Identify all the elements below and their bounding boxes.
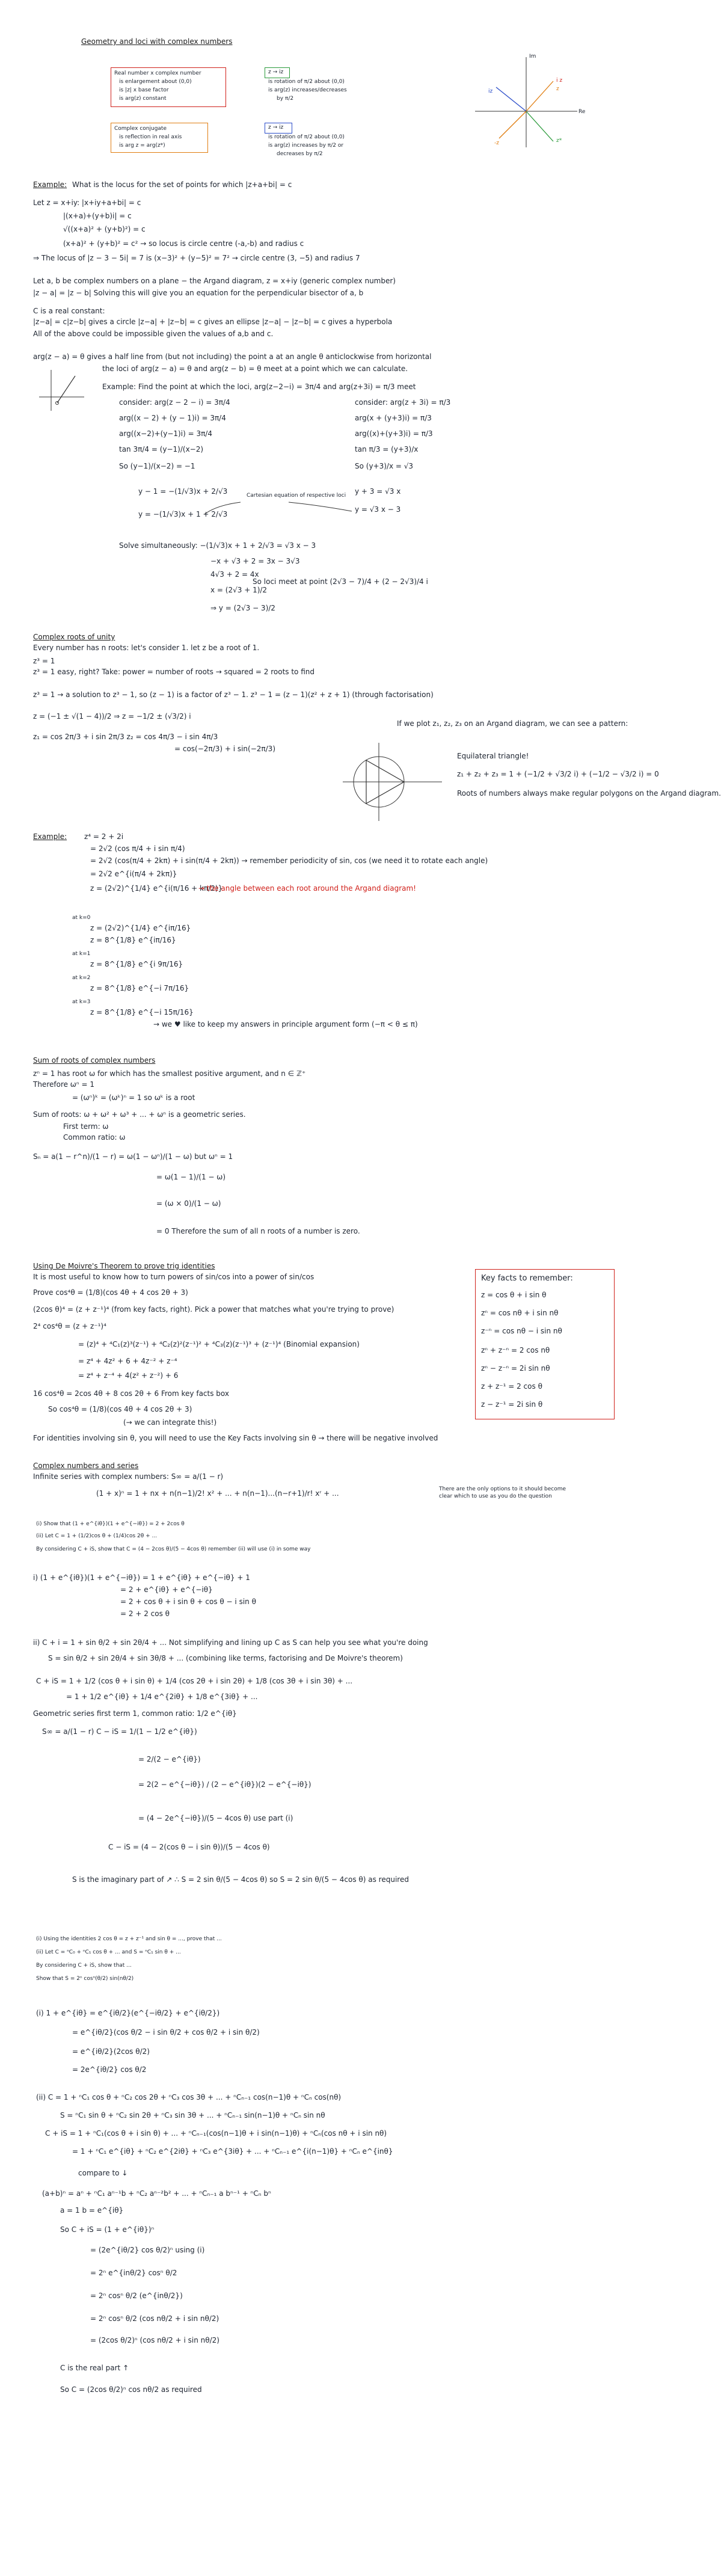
roots-line: If we plot z₁, z₂, z₃ on an Argand diagram, we can see a pattern:	[397, 719, 628, 728]
series-line: = 1 + 1/2 e^{iθ} + 1/4 e^{2iθ} + 1/8 e^{3iθ} + ...	[66, 1692, 258, 1701]
fourth-root-line: = 2√2 e^{i(π/4 + 2kπ)}	[90, 870, 177, 878]
series-title: Complex numbers and series	[33, 1462, 139, 1470]
label-iz: i z	[556, 78, 563, 84]
key-fact: zⁿ = cos nθ + i sin nθ	[481, 1309, 559, 1317]
series-line: C + iS = 1 + 1/2 (cos θ + i sin θ) + 1/4 (cos 2θ + i sin 2θ) + 1/8 (cos 3θ + i sin 3θ) + ...	[36, 1677, 353, 1685]
arg-right-line: arg(x + (y+3)i) = π/3	[355, 414, 432, 422]
binomial-line: = 2ⁿ cosⁿ θ/2 (cos nθ/2 + i sin nθ/2)	[90, 2314, 219, 2323]
sum-line: Common ratio: ω	[63, 1133, 126, 1142]
label-minus-z: -z	[494, 140, 499, 146]
binomial-line: C + iS = 1 + ⁿC₁(cos θ + i sin θ) + ... + ⁿCₙ₋₁(cos(n−1)θ + i sin(n−1)θ) + ⁿCₙ(cos nθ + i sin nθ)	[45, 2129, 387, 2138]
fourth-root-line: z = (2√2)^{1/4} e^{iπ/16}	[90, 924, 191, 932]
k-label: at k=1	[72, 951, 91, 957]
roots-line: Every number has n roots: let's consider 1. let z be a root of 1.	[33, 644, 260, 652]
series-line: Infinite series with complex numbers: S∞ = a/(1 − r)	[33, 1472, 224, 1481]
roots-line: z³ = 1	[33, 657, 55, 665]
fourth-root-line: = 2√2 (cos π/4 + i sin π/4)	[90, 844, 185, 853]
arg-right-line: y = √3 x − 3	[355, 505, 401, 514]
fourth-root-line: z = 8^{1/8} e^{−i 15π/16}	[90, 1008, 194, 1016]
sum-line: Sum of roots: ω + ω² + ω³ + ... + ωⁿ is a geometric series.	[33, 1110, 246, 1119]
box3-line: z → iz	[268, 69, 284, 75]
binomial-question: By considering C + iS, show that ...	[36, 1963, 132, 1969]
series-line: i) (1 + e^{iθ})(1 + e^{−iθ}) = 1 + e^{iθ} + e^{−iθ} + 1	[33, 1573, 250, 1582]
dm-line: It is most useful to know how to turn powers of sin/cos into a power of sin/cos	[33, 1273, 314, 1281]
series-line: (1 + x)ⁿ = 1 + nx + n(n−1)/2! x² + ... + n(n−1)...(n−r+1)/r! xʳ + ...	[96, 1489, 339, 1498]
series-line: = (4 − 2e^{−iθ})/(5 − 4cos θ) use part (i)	[138, 1814, 293, 1822]
series-line: ii) C + i = 1 + sin θ/2 + sin 2θ/4 + ... Not simplifying and lining up C as S can help you see what you're doing	[33, 1638, 428, 1647]
series-line: S∞ = a/(1 − r) C − iS = 1/(1 − 1/2 e^{iθ})	[42, 1727, 197, 1736]
cartesian-arrows	[198, 499, 355, 523]
binomial-line: compare to ↓	[78, 2169, 128, 2177]
sum-line: zⁿ = 1 has root ω for which has the smallest positive argument, and n ∈ ℤ⁺	[33, 1069, 306, 1078]
dm-line: (2cos θ)⁴ = (z + z⁻¹)⁴ (from key facts, right). Pick a power that matches what you're trying to prove)	[33, 1305, 394, 1314]
sum-line: = 0 Therefore the sum of all n roots of a number is zero.	[156, 1227, 360, 1235]
binomial-line: = (2e^{iθ/2} cos θ/2)ⁿ using (i)	[90, 2246, 205, 2254]
argand-transform-diagram	[469, 54, 586, 150]
arg-right-line: consider: arg(z + 3i) = π/3	[355, 398, 451, 407]
box3-line: by π/2	[277, 96, 294, 102]
roots-line: Equilateral triangle!	[457, 752, 529, 760]
arg-right-line: arg((x)+(y+3)i) = π/3	[355, 429, 433, 438]
label-z: z	[556, 86, 559, 92]
binomial-line: = 2e^{iθ/2} cos θ/2	[72, 2065, 147, 2074]
key-fact: z − z⁻¹ = 2i sin θ	[481, 1400, 543, 1409]
box3-line: is arg(z) increases/decreases	[268, 87, 347, 93]
example-question: What is the locus for the set of points for which |z+a+bi| = c	[72, 180, 292, 189]
sum-line: Therefore ωⁿ = 1	[33, 1080, 94, 1089]
arg-left-line: So (y−1)/(x−2) = −1	[119, 462, 195, 470]
k-label: at k=2	[72, 975, 91, 981]
binomial-line: = e^{iθ/2}(2cos θ/2)	[72, 2047, 150, 2056]
binomial-line: = e^{iθ/2}(cos θ/2 − i sin θ/2 + cos θ/2 + i sin θ/2)	[72, 2028, 260, 2037]
box2-line: is reflection in real axis	[119, 134, 182, 140]
k-label: at k=0	[72, 915, 91, 921]
key-fact: z + z⁻¹ = 2 cos θ	[481, 1382, 542, 1391]
dm-line: Prove cos⁴θ = (1/8)(cos 4θ + 4 cos 2θ + 3)	[33, 1288, 188, 1297]
sum-line: Sₙ = a(1 − r^n)/(1 − r) = ω(1 − ωⁿ)/(1 − ω) but ωⁿ = 1	[33, 1152, 233, 1161]
series-question: (ii) Let C = 1 + (1/2)cos θ + (1/4)cos 2θ + ...	[36, 1533, 158, 1539]
box3-line: is rotation of π/2 about (0,0)	[268, 79, 345, 85]
series-question: By considering C + iS, show that C = (4 − 2cos θ)/(5 − 4cos θ) remember (ii) will use (i) in some way	[36, 1546, 311, 1552]
binomial-line: (i) 1 + e^{iθ} = e^{iθ/2}(e^{−iθ/2} + e^{iθ/2})	[36, 2009, 220, 2017]
loci-line: Let z = x+iy: |x+iy+a+bi| = c	[33, 198, 141, 207]
box1-line: is enlargement about (0,0)	[119, 79, 192, 85]
roots-line: z₁ + z₂ + z₃ = 1 + (−1/2 + √3/2 i) + (−1/2 − √3/2 i) = 0	[457, 770, 659, 778]
key-facts-heading: Key facts to remember:	[481, 1274, 573, 1283]
roots-line: z₁ = cos 2π/3 + i sin 2π/3 z₂ = cos 4π/3 − i sin 4π/3	[33, 733, 218, 741]
box1-line: is arg(z) constant	[119, 96, 167, 102]
arg-example: Example: Find the point at which the loci, arg(z−2−i) = 3π/4 and arg(z+3i) = π/3 meet	[102, 383, 416, 391]
binomial-line: = 2ⁿ cosⁿ θ/2 (e^{inθ/2})	[90, 2292, 183, 2300]
series-line: C − iS = (4 − 2(cos θ − i sin θ))/(5 − 4cos θ)	[108, 1843, 270, 1851]
de-moivre-title: Using De Moivre's Theorem to prove trig identities	[33, 1262, 215, 1270]
fourth-root-line: z = (2√2)^{1/4} e^{i(π/16 + kπ/2)}	[90, 884, 223, 893]
binomial-line: So C + iS = (1 + e^{iθ})ⁿ	[60, 2225, 155, 2234]
axis-label-im: Im	[529, 54, 536, 60]
label-iz-2: iz	[488, 88, 493, 94]
binomial-line: = 1 + ⁿC₁ e^{iθ} + ⁿC₂ e^{2iθ} + ⁿC₃ e^{3iθ} + ... + ⁿCₙ₋₁ e^{i(n−1)θ} + ⁿCₙ e^{inθ}	[72, 2147, 393, 2156]
roots-line: z³ = 1 → a solution to z³ − 1, so (z − 1) is a factor of z³ − 1. z³ − 1 = (z − 1)(z² + z + 1) (through factorisation)	[33, 690, 434, 699]
dm-line: = z⁴ + z⁻⁴ + 4(z² + z⁻²) + 6	[78, 1371, 179, 1380]
arg-intro: the loci of arg(z − a) = θ and arg(z − b) = θ meet at a point which we can calculate.	[102, 364, 408, 373]
arg-right-line: So (y+3)/x = √3	[355, 462, 414, 470]
dm-line: So cos⁴θ = (1/8)(cos 4θ + 4 cos 2θ + 3)	[48, 1405, 192, 1413]
series-line: S is the imaginary part of ↗ ∴ S = 2 sin θ/(5 − 4cos θ) so S = 2 sin θ/(5 − 4cos θ) as required	[72, 1875, 409, 1884]
binomial-question: Show that S = 2ⁿ cosⁿ(θ/2) sin(nθ/2)	[36, 1976, 134, 1982]
sum-of-roots-title: Sum of roots of complex numbers	[33, 1056, 156, 1065]
arg-left-line: y = −(1/√3)x + 1 + 2/√3	[138, 510, 228, 518]
key-fact: z = cos θ + i sin θ	[481, 1291, 547, 1299]
series-note: There are the only options to it should become clear which to use as you do the question	[439, 1486, 566, 1499]
fourth-root-line: z = 8^{1/8} e^{iπ/16}	[90, 936, 176, 944]
axis-label-re: Re	[578, 109, 586, 115]
angle-note: → the angle between each root around the Argand diagram!	[198, 884, 416, 893]
binomial-line: = (2cos θ/2)ⁿ (cos nθ/2 + i sin nθ/2)	[90, 2336, 219, 2344]
fourth-root-line: z = 8^{1/8} e^{i 9π/16}	[90, 960, 183, 968]
series-question: (i) Show that (1 + e^{iθ})(1 + e^{−iθ}) = 2 + 2cos θ	[36, 1521, 185, 1527]
fourth-root-line: z = 8^{1/8} e^{−i 7π/16}	[90, 984, 189, 992]
key-fact: zⁿ + z⁻ⁿ = 2 cos nθ	[481, 1346, 550, 1354]
arg-right-line: y + 3 = √3 x	[355, 487, 401, 496]
arg-left-line: tan 3π/4 = (y−1)/(x−2)	[119, 445, 204, 453]
series-line: = 2/(2 − e^{iθ})	[138, 1755, 201, 1763]
loci-line: Let a, b be complex numbers on a plane − the Argand diagram, z = x+iy (generic complex number)	[33, 277, 396, 285]
binomial-line: (ii) C = 1 + ⁿC₁ cos θ + ⁿC₂ cos 2θ + ⁿC₃ cos 3θ + ... + ⁿCₙ₋₁ cos(n−1)θ + ⁿCₙ cos(nθ)	[36, 2093, 342, 2101]
example-label: Example:	[33, 832, 67, 841]
binomial-question: (ii) Let C = ⁿC₀ + ⁿC₁ cos θ + ... and S = ⁿC₁ sin θ + ...	[36, 1949, 181, 1955]
binomial-line: C is the real part ↑	[60, 2364, 129, 2372]
arg-left-line: arg((x − 2) + (y − 1)i) = 3π/4	[119, 414, 226, 422]
section-title-geometry: Geometry and loci with complex numbers	[81, 37, 233, 46]
box1-line: Real number x complex number	[114, 70, 201, 76]
roots-line: z³ = 1 easy, right? Take: power = number of roots → squared = 2 roots to find	[33, 668, 314, 676]
fourth-root-line: = 2√2 (cos(π/4 + 2kπ) + i sin(π/4 + 2kπ)) → remember periodicity of sin, cos (we need it to rotate each angle)	[90, 856, 488, 865]
loci-conclusion: So loci meet at point (2√3 − 7)/4 + (2 − 2√3)/4 i	[253, 577, 428, 586]
series-line: = 2 + 2 cos θ	[120, 1609, 170, 1618]
roots-line: = cos(−2π/3) + i sin(−2π/3)	[174, 745, 275, 753]
k-label: at k=3	[72, 999, 91, 1005]
solve-line: 4√3 + 2 = 4x	[210, 570, 259, 579]
loci-line: |z − a| = |z − b| Solving this will give you an equation for the perpendicular bisector of a, b	[33, 289, 364, 297]
cartesian-note: Cartesian equation of respective loci	[247, 493, 346, 499]
dm-line: For identities involving sin θ, you will need to use the Key Facts involving sin θ → there will be negative involved	[33, 1434, 438, 1442]
arg-left-line: y − 1 = −(1/√3)x + 2/√3	[138, 487, 228, 496]
example-label: Example:	[33, 180, 67, 189]
box4-line: decreases by π/2	[277, 151, 323, 157]
series-line: = 2 + e^{iθ} + e^{−iθ}	[120, 1585, 213, 1594]
roots-of-unity-title: Complex roots of unity	[33, 633, 115, 641]
key-fact: z⁻ⁿ = cos nθ − i sin nθ	[481, 1327, 562, 1335]
dm-line: = z⁴ + 4z² + 6 + 4z⁻² + z⁻⁴	[78, 1357, 177, 1365]
loci-line: ⇒ The locus of |z − 3 − 5i| = 7 is (x−3)² + (y−5)² = 7² → circle centre (3, −5) and radius 7	[33, 254, 360, 262]
binomial-line: a = 1 b = e^{iθ}	[60, 2206, 124, 2215]
roots-line: z = (−1 ± √(1 − 4))/2 ⇒ z = −1/2 ± (√3/2) i	[33, 712, 191, 721]
sum-line: First term: ω	[63, 1122, 109, 1131]
sum-line: = (ωⁿ)ᵏ = (ωᵏ)ⁿ = 1 so ωᵏ is a root	[72, 1093, 195, 1102]
box4-line: is rotation of π/2 about (0,0)	[268, 134, 345, 140]
loci-line: C is a real constant:	[33, 307, 105, 315]
dm-line: (→ we can integrate this!)	[123, 1418, 217, 1427]
dm-line: 2⁴ cos⁴θ = (z + z⁻¹)⁴	[33, 1322, 106, 1330]
fourth-root-line: z⁴ = 2 + 2i	[84, 832, 124, 841]
loci-line: (x+a)² + (y+b)² = c² → so locus is circle centre (-a,-b) and radius c	[63, 239, 304, 248]
solve-line: x = (2√3 + 1)/2	[210, 586, 268, 594]
arg-intro: arg(z − a) = θ gives a half line from (but not including) the point a at an angle θ anticlockwise from horizontal	[33, 352, 432, 361]
loci-line: √((x+a)² + (y+b)²) = c	[63, 225, 146, 233]
binomial-line: = 2ⁿ e^{inθ/2} cosⁿ θ/2	[90, 2269, 177, 2277]
arg-left-line: consider: arg(z − 2 − i) = 3π/4	[119, 398, 230, 407]
label-zstar: z*	[556, 138, 562, 144]
sum-line: = ω(1 − 1)/(1 − ω)	[156, 1173, 226, 1181]
series-line: Geometric series first term 1, common ratio: 1/2 e^{iθ}	[33, 1709, 237, 1718]
binomial-line: (a+b)ⁿ = aⁿ + ⁿC₁ aⁿ⁻¹b + ⁿC₂ aⁿ⁻²b² + ... + ⁿCₙ₋₁ a bⁿ⁻¹ + ⁿCₙ bⁿ	[42, 2189, 271, 2198]
arg-left-line: arg((x−2)+(y−1)i) = 3π/4	[119, 429, 212, 438]
roots-unity-diagram	[337, 740, 445, 824]
series-line: = 2 + cos θ + i sin θ + cos θ − i sin θ	[120, 1597, 256, 1606]
dm-line: = (z)⁴ + ⁴C₁(z)³(z⁻¹) + ⁴C₂(z)²(z⁻¹)² + ⁴C₃(z)(z⁻¹)³ + (z⁻¹)⁴ (Binomial expansion)	[78, 1340, 360, 1348]
binomial-line: So C = (2cos θ/2)ⁿ cos nθ/2 as required	[60, 2385, 202, 2394]
box2-line: is arg z = arg(z*)	[119, 143, 165, 149]
box2-line: Complex conjugate	[114, 126, 167, 132]
loci-line: All of the above could be impossible given the values of a,b and c.	[33, 330, 274, 338]
binomial-line: S = ⁿC₁ sin θ + ⁿC₂ sin 2θ + ⁿC₃ sin 3θ + ... + ⁿCₙ₋₁ sin(n−1)θ + ⁿCₙ sin nθ	[60, 2111, 325, 2120]
roots-line: Roots of numbers always make regular polygons on the Argand diagram.	[457, 789, 721, 798]
box4-line: z → iz	[268, 124, 284, 131]
series-line: S = sin θ/2 + sin 2θ/4 + sin 3θ/8 + ... (combining like terms, factorising and De Moivre's theorem)	[48, 1654, 403, 1662]
loci-line: |(x+a)+(y+b)i| = c	[63, 212, 132, 220]
series-line: = 2(2 − e^{−iθ}) / (2 − e^{iθ})(2 − e^{−iθ})	[138, 1780, 311, 1789]
binomial-question: (i) Using the identities 2 cos θ = z + z⁻¹ and sin θ = ..., prove that ...	[36, 1936, 222, 1942]
half-line-sketch	[33, 370, 87, 412]
dm-line: 16 cos⁴θ = 2cos 4θ + 8 cos 2θ + 6 From key facts box	[33, 1389, 229, 1398]
key-fact: zⁿ − z⁻ⁿ = 2i sin nθ	[481, 1364, 550, 1373]
solve-line: −x + √3 + 2 = 3x − 3√3	[210, 557, 300, 565]
principal-arg-note: → we ♥ like to keep my answers in principle argument form (−π < θ ≤ π)	[153, 1020, 418, 1028]
loci-line: |z−a| = c|z−b| gives a circle |z−a| + |z−b| = c gives an ellipse |z−a| − |z−b| = c gives a hyperbola	[33, 318, 393, 326]
arg-right-line: tan π/3 = (y+3)/x	[355, 445, 419, 453]
solve-line: ⇒ y = (2√3 − 3)/2	[210, 604, 275, 612]
box1-line: is |z| x base factor	[119, 87, 169, 93]
sum-line: = (ω × 0)/(1 − ω)	[156, 1199, 221, 1208]
solve-line: Solve simultaneously: −(1/√3)x + 1 + 2/√3 = √3 x − 3	[119, 541, 316, 550]
box4-line: is arg(z) increases by π/2 or	[268, 143, 344, 149]
